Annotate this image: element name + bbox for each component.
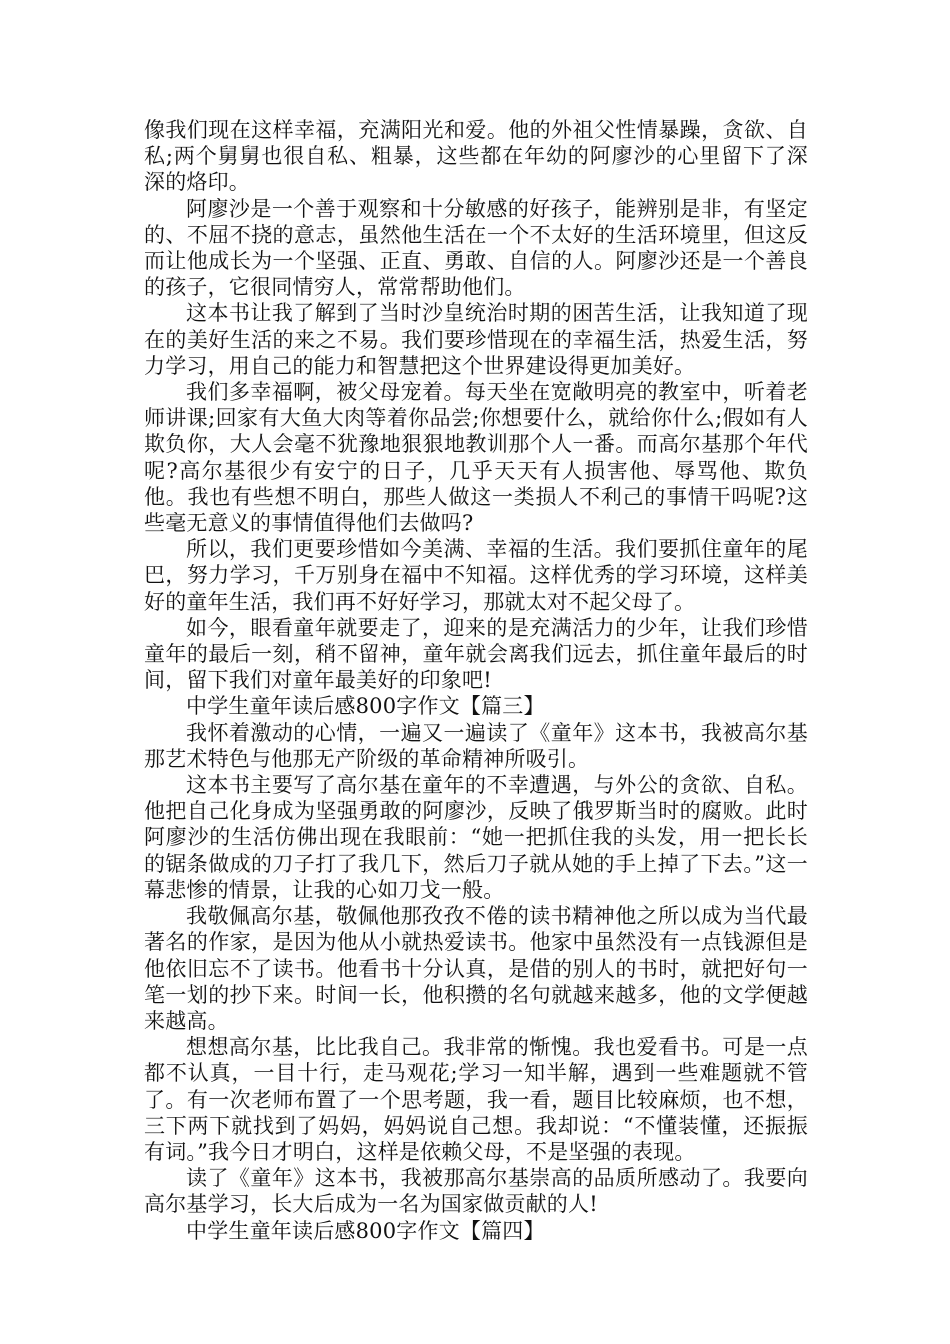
paragraph: 这本书主要写了高尔基在童年的不幸遭遇，与外公的贪欲、自私。他把自己化身成为坚强勇敢的阿廖沙，反映了俄罗斯当时的腐败。此时阿廖沙的生活仿佛出现在我眼前：“她一把抓住我的头发，用一把长长的锯条做成的刀子打了我几下，然后刀子就从她的手上掉了下去。”这一幕悲惨的情景，让我的心如刀戈一般。 xyxy=(144,773,808,902)
paragraph: 我敬佩高尔基，敬佩他那孜孜不倦的读书精神他之所以成为当代最著名的作家，是因为他从小就热爱读书。他家中虽然没有一点钱源但是他依旧忘不了读书。他看书十分认真，是借的别人的书时，就把好句一笔一划的抄下来。时间一长，他积攒的名句就越来越多，他的文学便越来越高。 xyxy=(144,904,808,1033)
paragraph: 所以，我们更要珍惜如今美满、幸福的生活。我们要抓住童年的尾巴，努力学习，千万别身在福中不知福。这样优秀的学习环境，这样美好的童年生活，我们再不好好学习，那就太对不起父母了。 xyxy=(144,537,808,614)
paragraph: 我们多幸福啊，被父母宠着。每天坐在宽敞明亮的教室中，听着老师讲课;回家有大鱼大肉等着你品尝;你想要什么，就给你什么;假如有人欺负你，大人会毫不犹豫地狠狠地教训那个人一番。而高尔基那个年代呢?高尔基很少有安宁的日子，几乎天天有人损害他、辱骂他、欺负他。我也有些想不明白，那些人做这一类损人不利己的事情干吗呢?这些毫无意义的事情值得他们去做吗? xyxy=(144,380,808,536)
paragraph: 如今，眼看童年就要走了，迎来的是充满活力的少年，让我们珍惜童年的最后一刻，稍不留神，童年就会离我们远去，抓住童年最后的时间，留下我们对童年最美好的印象吧! xyxy=(144,615,808,693)
paragraph: 我怀着激动的心情，一遍又一遍读了《童年》这本书，我被高尔基那艺术特色与他那无产阶级的革命精神所吸引。 xyxy=(144,720,808,771)
paragraph: 阿廖沙是一个善于观察和十分敏感的好孩子，能辨别是非，有坚定的、不屈不挠的意志，虽然他生活在一个不太好的生活环境里，但这反而让他成长为一个坚强、正直、勇敢、自信的人。阿廖沙还是一个善良的孩子，它很同情穷人，常常帮助他们。 xyxy=(144,196,808,300)
section-heading-4: 中学生童年读后感800字作文【篇四】 xyxy=(186,1218,545,1243)
paragraph: 这本书让我了解到了当时沙皇统治时期的困苦生活，让我知道了现在的美好生活的来之不易。我们要珍惜现在的幸福生活，热爱生活，努力学习，用自己的能力和智慧把这个世界建设得更加美好。 xyxy=(144,301,808,378)
paragraph: 读了《童年》这本书，我被那高尔基崇高的品质所感动了。我要向高尔基学习，长大后成为一名为国家做贡献的人! xyxy=(144,1166,808,1217)
document-body xyxy=(144,117,808,1244)
section-heading-3: 中学生童年读后感800字作文【篇三】 xyxy=(186,694,545,719)
paragraph: 想想高尔基，比比我自己。我非常的惭愧。我也爱看书。可是一点都不认真，一目十行，走马观花;学习一知半解，遇到一些难题就不管了。有一次老师布置了一个思考题，我一看，题目比较麻烦，也不想，三下两下就找到了妈妈，妈妈说自己想。我却说：“不懂装懂，还振振有词。”我今日才明白，这样是依赖父母，不是坚强的表现。 xyxy=(144,1035,808,1164)
paragraph: 像我们现在这样幸福，充满阳光和爱。他的外祖父性情暴躁，贪欲、自私;两个舅舅也很自私、粗暴，这些都在年幼的阿廖沙的心里留下了深深的烙印。 xyxy=(144,118,808,195)
